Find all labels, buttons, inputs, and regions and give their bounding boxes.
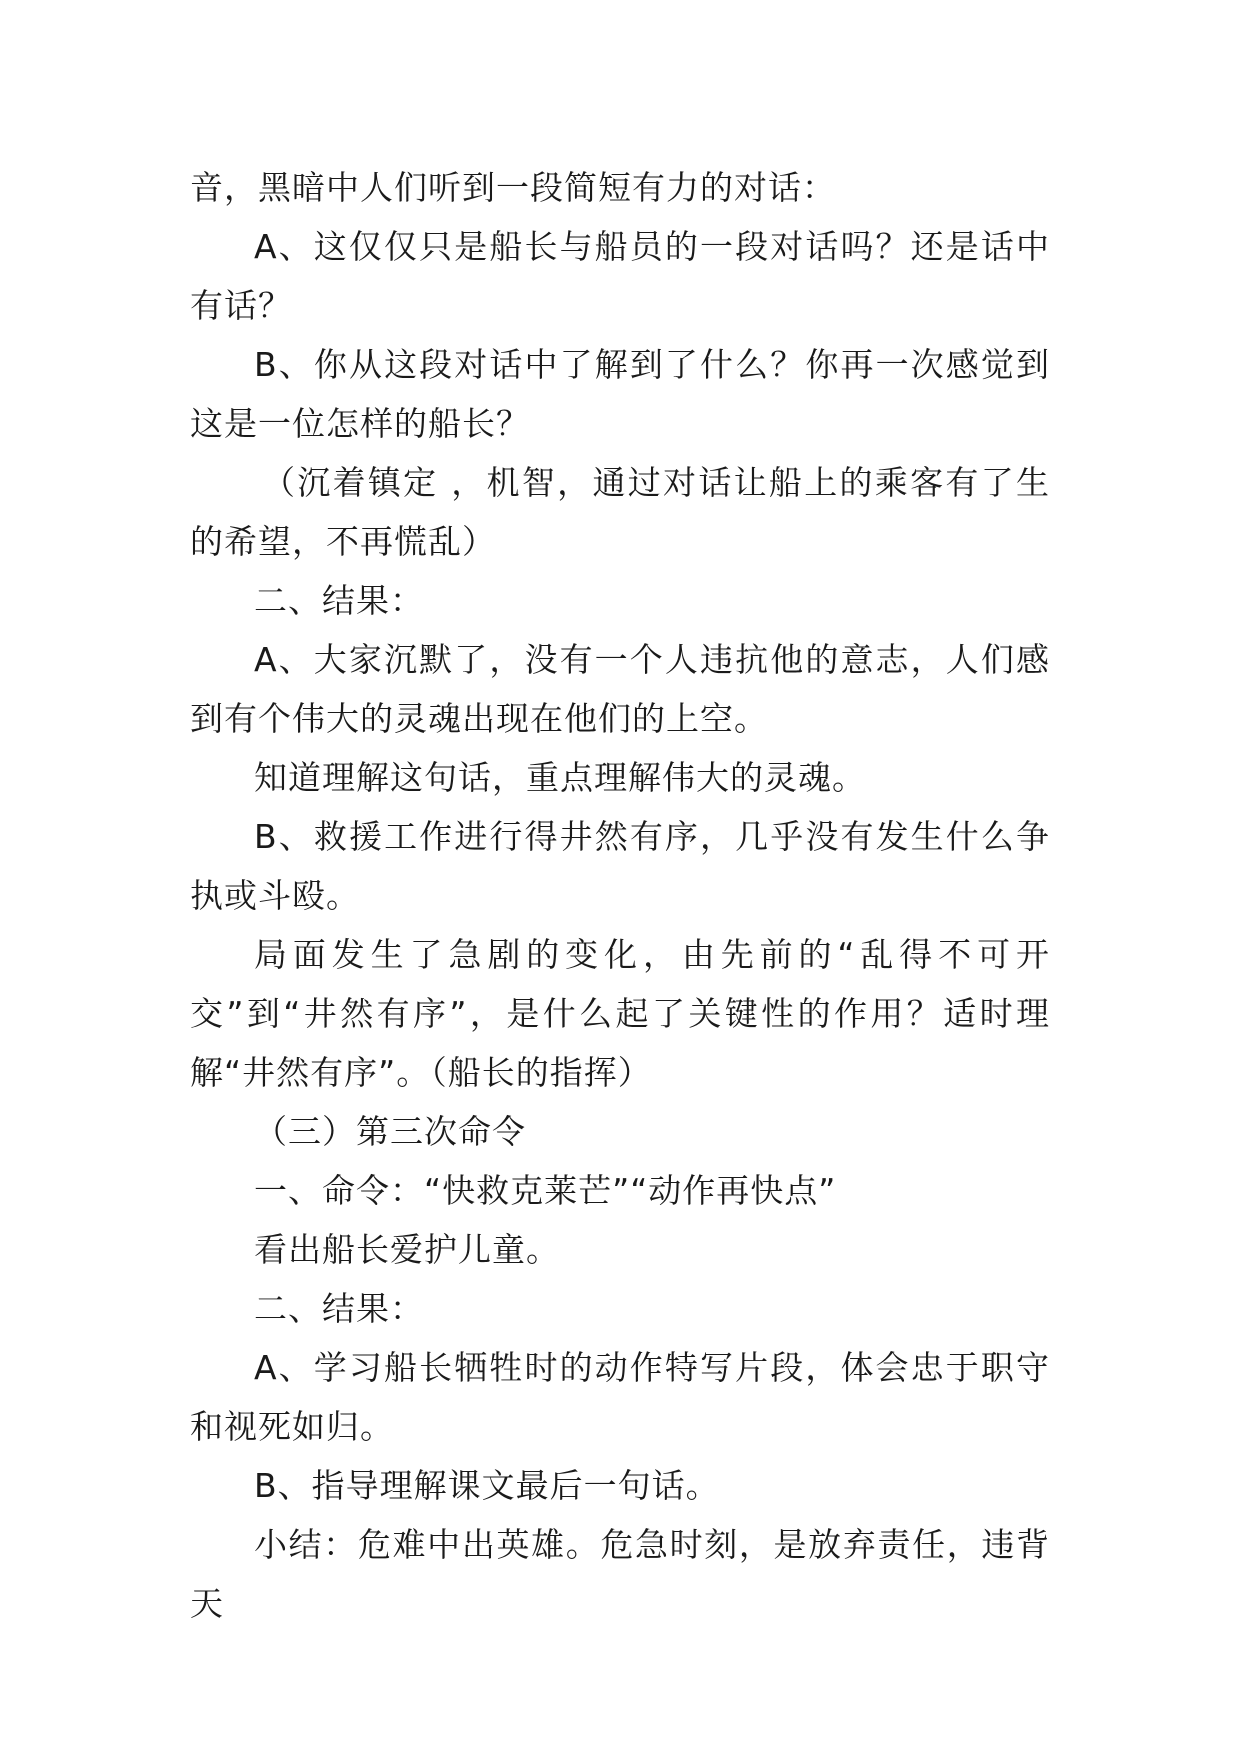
paragraph: A、这仅仅只是船长与船员的一段对话吗？还是话中有话？	[190, 227, 1050, 325]
paragraph: （沉着镇定 ，机智，通过对话让船上的乘客有了生的希望，不再慌乱）	[190, 463, 1050, 561]
paragraph: B、你从这段对话中了解到了什么？你再一次感觉到这是一位怎样的船长？	[190, 345, 1050, 443]
paragraph: 局面发生了急剧的变化，由先前的“乱得不可开交”到“井然有序”，是什么起了关键性的作用？适时理解“井然有序”。（船长的指挥）	[190, 935, 1050, 1092]
paragraph: B、救援工作进行得井然有序，几乎没有发生什么争执或斗殴。	[190, 817, 1050, 915]
paragraph: A、大家沉默了，没有一个人违抗他的意志，人们感到有个伟大的灵魂出现在他们的上空。	[190, 640, 1050, 738]
section-heading: （三）第三次命令	[254, 1112, 526, 1151]
paragraph: 知道理解这句话，重点理解伟大的灵魂。	[254, 758, 866, 797]
paragraph: 一、命令：“快救克莱芒”“动作再快点”	[254, 1171, 837, 1210]
paragraph: 小结：危难中出英雄。危急时刻，是放弃责任，违背天	[190, 1525, 1050, 1623]
paragraph: 二、结果：	[254, 581, 424, 620]
paragraph: 二、结果：	[254, 1289, 424, 1328]
paragraph: 音，黑暗中人们听到一段简短有力的对话：	[190, 168, 836, 207]
paragraph: B、指导理解课文最后一句话。	[254, 1466, 720, 1505]
paragraph: A、学习船长牺牲时的动作特写片段，体会忠于职守和视死如归。	[190, 1348, 1050, 1446]
paragraph: 看出船长爱护儿童。	[254, 1230, 560, 1269]
document-body	[190, 158, 1050, 1633]
